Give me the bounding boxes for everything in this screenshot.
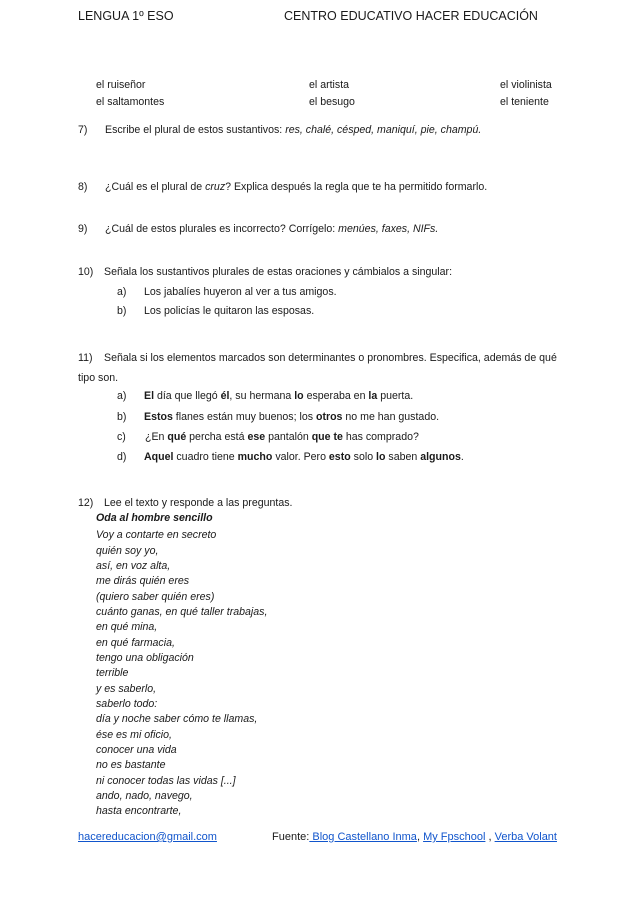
poem-line: cuánto ganas, en qué taller trabajas,	[96, 606, 268, 618]
poem-line: ando, nado, navego,	[96, 790, 193, 802]
q11-c-text: ¿En qué percha está ese pantalón que te has comprado?	[145, 431, 419, 443]
q10-b-label: b)	[117, 305, 127, 317]
q9-text: ¿Cuál de estos plurales es incorrecto? Corrígelo: menúes, faxes, NIFs.	[105, 223, 439, 235]
word-2-2: el besugo	[309, 96, 355, 108]
q10-text: Señala los sustantivos plurales de estas oraciones y cámbialos a singular:	[104, 266, 453, 278]
poem-line: así, en voz alta,	[96, 560, 171, 572]
word-2-1: el saltamontes	[96, 96, 165, 108]
poem-line: ése es mi oficio,	[96, 729, 172, 741]
word-1-1: el ruiseñor	[96, 79, 146, 91]
q7-text: Escribe el plural de estos sustantivos: res, chalé, césped, maniquí, pie, champú.	[105, 124, 482, 136]
source-link-verba-volant[interactable]: Verba Volant	[494, 831, 557, 843]
source-link-blog[interactable]: Blog Castellano Inma	[309, 831, 417, 843]
q8-number: 8)	[78, 181, 88, 193]
q10-number: 10)	[78, 266, 94, 278]
q11-b-label: b)	[117, 411, 127, 423]
poem-line: quién soy yo,	[96, 545, 159, 557]
q7-number: 7)	[78, 124, 88, 136]
word-1-3: el violinista	[500, 79, 552, 91]
q9-number: 9)	[78, 223, 88, 235]
q11-d-text: Aquel cuadro tiene mucho valor. Pero esto solo lo saben algunos.	[144, 451, 464, 463]
q8-text: ¿Cuál es el plural de cruz? Explica después la regla que te ha permitido formarlo.	[105, 181, 488, 193]
q11-b-text: Estos flanes están muy buenos; los otros no me han gustado.	[144, 411, 440, 423]
source-link-fpschool[interactable]: My Fpschool	[423, 831, 486, 843]
poem-line: no es bastante	[96, 759, 166, 771]
q11-a-label: a)	[117, 390, 127, 402]
q11-a-text: El día que llegó él, su hermana lo esperaba en la puerta.	[144, 390, 414, 402]
q10-a-label: a)	[117, 286, 127, 298]
q11-text-line1: Señala si los elementos marcados son determinantes o pronombres. Especifica, además de qué	[104, 352, 557, 364]
poem-line: terrible	[96, 667, 129, 679]
poem-line: en qué farmacia,	[96, 637, 175, 649]
poem-line: y es saberlo,	[96, 683, 157, 695]
poem-line: día y noche saber cómo te llamas,	[96, 713, 258, 725]
q12-number: 12)	[78, 497, 94, 509]
poem-line: conocer una vida	[96, 744, 177, 756]
poem-line: saberlo todo:	[96, 698, 158, 710]
word-1-2: el artista	[309, 79, 350, 91]
q10-a-text: Los jabalíes huyeron al ver a tus amigos.	[144, 286, 337, 298]
word-2-3: el teniente	[500, 96, 549, 108]
q12-text: Lee el texto y responde a las preguntas.	[104, 497, 293, 509]
q11-text-line2: tipo son.	[78, 372, 119, 384]
q11-c-label: c)	[117, 431, 126, 443]
footer-sources: Fuente: Blog Castellano Inma, My Fpschool , Verba Volant	[272, 831, 557, 843]
footer-email-link[interactable]: hacereducacion@gmail.com	[78, 831, 217, 843]
poem-line: Voy a contarte en secreto	[96, 529, 217, 541]
q10-b-text: Los policías le quitaron las esposas.	[144, 305, 315, 317]
q11-number: 11)	[78, 352, 93, 364]
poem-line: hasta encontrarte,	[96, 805, 182, 817]
poem-line: ni conocer todas las vidas [...]	[96, 775, 236, 787]
poem-title: Oda al hombre sencillo	[96, 512, 213, 524]
q11-d-label: d)	[117, 451, 127, 463]
header-subject: LENGUA 1º ESO	[78, 9, 174, 23]
poem-line: en qué mina,	[96, 621, 158, 633]
header-school: CENTRO EDUCATIVO HACER EDUCACIÓN	[284, 9, 538, 23]
poem-line: tengo una obligación	[96, 652, 194, 664]
poem-line: (quiero saber quién eres)	[96, 591, 215, 603]
poem-line: me dirás quién eres	[96, 575, 190, 587]
